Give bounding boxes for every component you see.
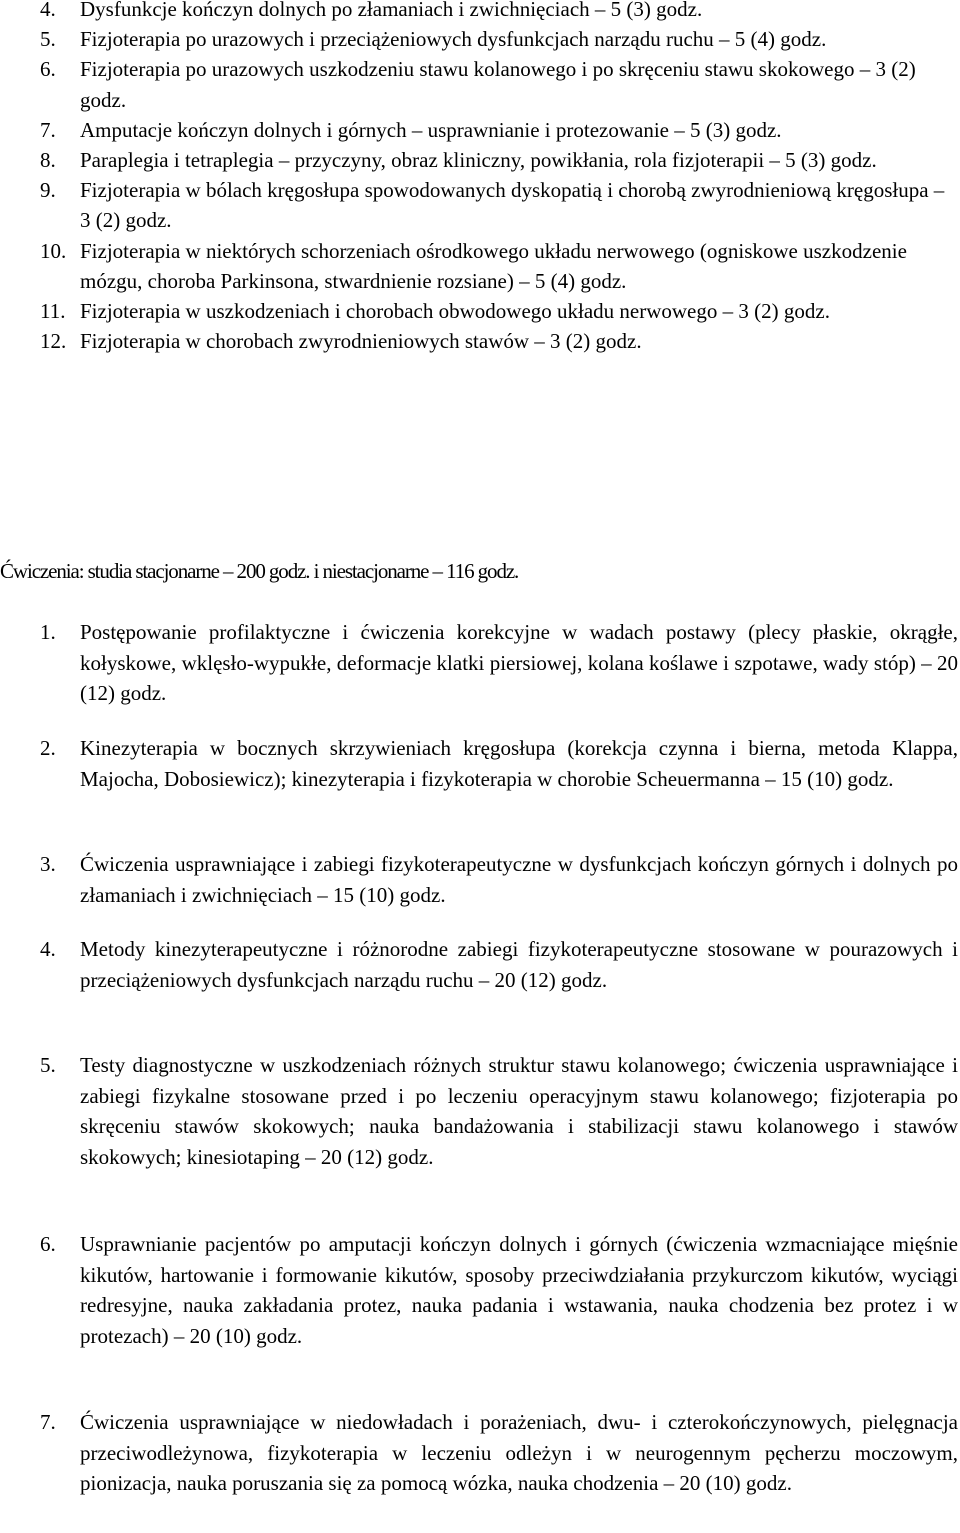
- list-item: [40, 296, 952, 326]
- exercise-number: 1.: [40, 620, 56, 644]
- list-item-text: Fizjoterapia w bólach kręgosłupa spowodowanych dyskopatią i chorobą zwyrodnieniową kręgosłupa – 3 (2) godz.: [80, 178, 945, 233]
- exercise-number: 3.: [40, 852, 56, 876]
- list-item: [40, 145, 952, 175]
- list-item-text: Fizjoterapia w uszkodzeniach i chorobach obwodowego układu nerwowego – 3 (2) godz.: [80, 299, 830, 324]
- exercise-item: [40, 617, 958, 709]
- list-item-text: Fizjoterapia po urazowych uszkodzeniu stawu kolanowego i po skręceniu stawu skokowego – 3 (2) godz.: [80, 57, 916, 112]
- list-item-number: 10.: [40, 238, 67, 263]
- exercise-text: Ćwiczenia usprawniające i zabiegi fizykoterapeutyczne w dysfunkcjach kończyn górnych i dolnych po złamaniach i zwichnięciach – 15 (10) godz.: [80, 852, 958, 907]
- list-item-number: 8.: [40, 148, 56, 173]
- exercise-item: [40, 934, 958, 995]
- list-item-text: Paraplegia i tetraplegia – przyczyny, obraz kliniczny, powikłania, rola fizjoterapii – 5 (3) godz.: [80, 148, 877, 173]
- exercise-number: 6.: [40, 1232, 56, 1256]
- list-item-number: 6.: [40, 57, 56, 82]
- exercise-item: [40, 849, 958, 910]
- exercise-text: Usprawnianie pacjentów po amputacji kończyn dolnych i górnych (ćwiczenia wzmacniające mięśnie kikutów, hartowanie i formowanie kikutów, sposoby przeciwdziałania przykurczom kikutów, wyciągi redresyjne, nauka zakładania protez, nauka padania i wstawania, nauka chodzenia bez protez i w protezach) – 20 (10) godz.: [80, 1232, 958, 1348]
- list-item-number: 7.: [40, 117, 56, 142]
- list-item-number: 11.: [40, 299, 66, 324]
- list-item: [40, 54, 952, 114]
- list-item-number: 12.: [40, 329, 67, 354]
- list-item: [40, 115, 952, 145]
- exercise-number: 4.: [40, 937, 56, 961]
- lecture-topics-list: [40, 0, 952, 356]
- exercise-number: 5.: [40, 1053, 56, 1077]
- list-item: [40, 326, 952, 356]
- list-item-text: Fizjoterapia po urazowych i przeciążeniowych dysfunkcjach narządu ruchu – 5 (4) godz.: [80, 27, 827, 52]
- exercise-text: Ćwiczenia usprawniające w niedowładach i porażeniach, dwu- i czterokończynowych, pielęgnacja przeciwodleżynowa, fizykoterapia w leczeniu odleżyn i w neurogennym pęcherzu moczowym, pionizacja, nauka poruszania się za pomocą wózka, nauka chodzenia – 20 (10) godz.: [80, 1410, 958, 1495]
- list-item-number: 4.: [40, 0, 56, 21]
- list-item: [40, 175, 952, 235]
- list-item-text: Dysfunkcje kończyn dolnych po złamaniach i zwichnięciach – 5 (3) godz.: [80, 0, 703, 21]
- exercise-item: [40, 733, 958, 794]
- exercise-item: [40, 1229, 958, 1351]
- list-item: [40, 0, 952, 24]
- exercises-heading: Ćwiczenia: studia stacjonarne – 200 godz. i niestacjonarne – 116 godz.: [0, 559, 519, 583]
- list-item-number: 5.: [40, 27, 56, 52]
- exercise-item: [40, 1407, 958, 1499]
- exercise-text: Metody kinezyterapeutyczne i różnorodne zabiegi fizykoterapeutyczne stosowane w pourazowych i przeciążeniowych dysfunkcjach narządu ruchu – 20 (12) godz.: [80, 937, 958, 992]
- exercise-number: 2.: [40, 736, 56, 760]
- list-item-number: 9.: [40, 178, 56, 203]
- list-item-text: Fizjoterapia w niektórych schorzeniach ośrodkowego układu nerwowego (ogniskowe uszkodzenie mózgu, choroba Parkinsona, stwardnienie rozsiane) – 5 (4) godz.: [80, 238, 907, 293]
- list-item-text: Amputacje kończyn dolnych i górnych – usprawnianie i protezowanie – 5 (3) godz.: [80, 117, 782, 142]
- exercise-text: Kinezyterapia w bocznych skrzywieniach kręgosłupa (korekcja czynna i bierna, metoda Klappa, Majocha, Dobosiewicz); kinezyterapia i fizykoterapia w chorobie Scheuermanna – 15 (10) godz.: [80, 736, 958, 791]
- exercise-text: Postępowanie profilaktyczne i ćwiczenia korekcyjne w wadach postawy (plecy płaskie, okrągłe, kołyskowe, wklęsło-wypukłe, deformacje klatki piersiowej, kolana koślawe i szpotawe, wady stóp) – 20 (12) godz.: [80, 620, 958, 705]
- exercise-text: Testy diagnostyczne w uszkodzeniach różnych struktur stawu kolanowego; ćwiczenia usprawniające i zabiegi fizykalne stosowane przed i po leczeniu operacyjnym stawu kolanowego; fizjoterapia po skręceniu stawów skokowych; nauka bandażowania i stabilizacji stawu kolanowego i stawów skokowych; kinesiotaping – 20 (12) godz.: [80, 1053, 958, 1169]
- exercise-number: 7.: [40, 1410, 56, 1434]
- exercise-item: [40, 1050, 958, 1172]
- list-item-text: Fizjoterapia w chorobach zwyrodnieniowych stawów – 3 (2) godz.: [80, 329, 642, 354]
- list-item: [40, 24, 952, 54]
- list-item: [40, 236, 952, 296]
